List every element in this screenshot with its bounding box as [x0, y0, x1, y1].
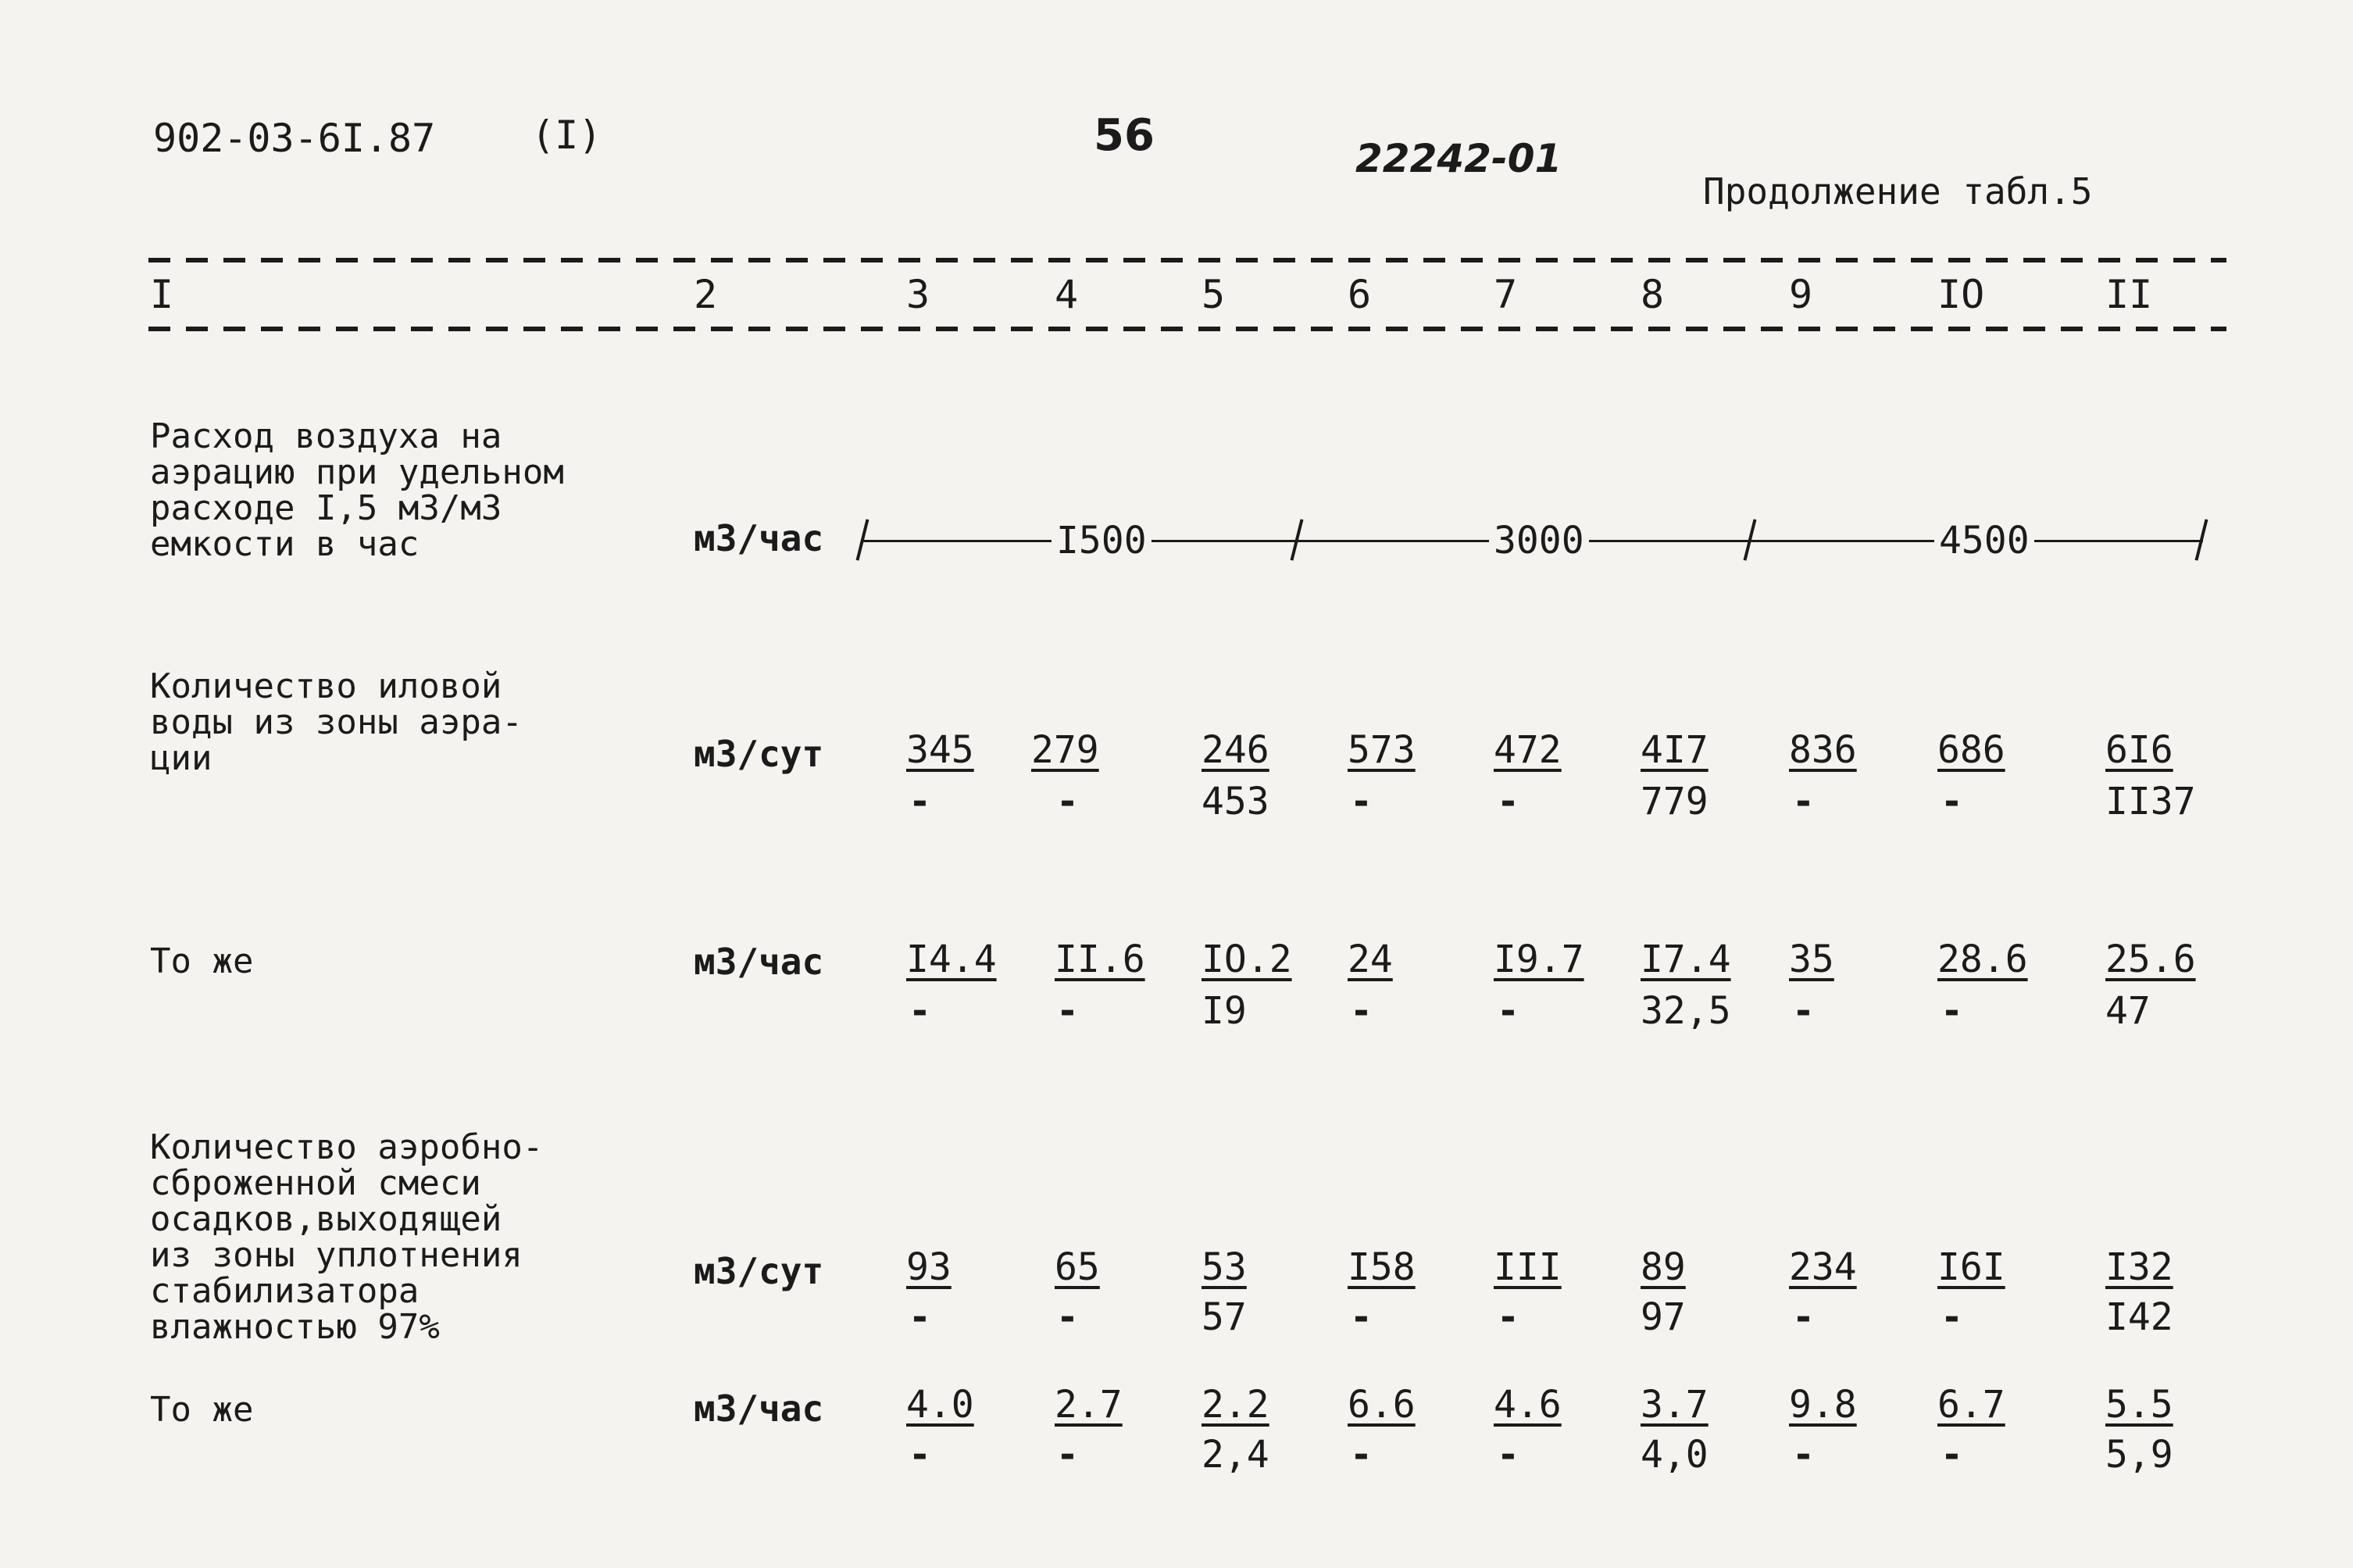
cell-bottom: - — [1941, 1433, 1963, 1477]
cell-top: 345 — [906, 728, 974, 772]
cell-top: 93 — [906, 1245, 952, 1289]
row-label: Количество иловой воды из зоны аэра- ции — [150, 666, 523, 778]
col-header: 9 — [1789, 272, 1813, 317]
cell-bottom: I9 — [1201, 989, 1247, 1033]
cell-top: 472 — [1494, 728, 1562, 772]
cell-top: I32 — [2105, 1245, 2173, 1289]
cell-bottom: 47 — [2105, 989, 2151, 1033]
header-bottom-rule — [148, 327, 2226, 331]
cell-top: 4I7 — [1641, 728, 1709, 772]
cell-bottom: - — [909, 1433, 931, 1477]
cell-top: 279 — [1031, 728, 1099, 772]
cell-bottom: 2,4 — [1201, 1433, 1269, 1477]
row-unit: м3/сут — [694, 733, 824, 775]
cell-top: 65 — [1055, 1245, 1100, 1289]
cell-bottom: - — [1941, 1295, 1963, 1339]
cell-bottom: 57 — [1201, 1295, 1247, 1339]
col-header: 2 — [694, 272, 718, 317]
cell-top: I9.7 — [1494, 938, 1584, 981]
col-header: 5 — [1201, 272, 1226, 317]
row-unit: м3/час — [694, 1388, 824, 1430]
cell-bottom: - — [909, 989, 931, 1033]
cell-top: 2.2 — [1201, 1383, 1269, 1427]
cell-bottom: - — [1497, 1433, 1519, 1477]
cell-top: 9.8 — [1789, 1383, 1857, 1427]
row-unit: м3/час — [694, 941, 824, 983]
cell-bottom: - — [1350, 1433, 1373, 1477]
page-number: 56 — [1094, 110, 1155, 161]
cell-top: I58 — [1348, 1245, 1416, 1289]
cell-bottom: - — [1792, 1433, 1815, 1477]
cell-top: 25.6 — [2105, 938, 2196, 981]
cell-top: 5.5 — [2105, 1383, 2173, 1427]
cell-top: 6I6 — [2105, 728, 2173, 772]
cell-top: 4.6 — [1494, 1383, 1562, 1427]
cell-top: 24 — [1348, 938, 1393, 981]
cell-top: 28.6 — [1937, 938, 2028, 981]
cell-bottom: II37 — [2105, 780, 2196, 823]
cell-top: 234 — [1789, 1245, 1857, 1289]
cell-bottom: - — [1350, 780, 1373, 823]
cell-bottom: - — [909, 780, 931, 823]
cell-top: II.6 — [1055, 938, 1145, 981]
col-header: 3 — [906, 272, 930, 317]
cell-bottom: - — [1941, 780, 1963, 823]
cell-top: 686 — [1937, 728, 2005, 772]
col-header: 4 — [1055, 272, 1079, 317]
cell-top: 246 — [1201, 728, 1269, 772]
cell-top: 2.7 — [1055, 1383, 1123, 1427]
cell-bottom: - — [1056, 1433, 1079, 1477]
cell-bottom: 32,5 — [1641, 989, 1731, 1033]
col-header: IO — [1937, 272, 1985, 317]
row-label: То же — [150, 941, 254, 981]
cell-top: 6.6 — [1348, 1383, 1416, 1427]
continuation-label: Продолжение табл.5 — [1703, 170, 2093, 213]
col-header: 6 — [1348, 272, 1372, 317]
row-unit: м3/час — [694, 517, 824, 559]
cell-bottom: - — [1056, 1295, 1079, 1339]
col-header: 7 — [1494, 272, 1518, 317]
doc-code: 902-03-6I.87 — [153, 116, 436, 161]
cell-bottom: - — [1792, 780, 1815, 823]
cell-bottom: - — [1056, 780, 1079, 823]
cell-bottom: 779 — [1641, 780, 1709, 823]
col-header: 8 — [1641, 272, 1665, 317]
cell-top: 4.0 — [906, 1383, 974, 1427]
cell-bottom: - — [1350, 989, 1373, 1033]
cell-top: 836 — [1789, 728, 1857, 772]
cell-top: 6.7 — [1937, 1383, 2005, 1427]
cell-top: I6I — [1937, 1245, 2005, 1289]
cell-bottom: - — [1350, 1295, 1373, 1339]
cell-top: I4.4 — [906, 938, 997, 981]
cell-bottom: - — [909, 1295, 931, 1339]
cell-top: 35 — [1789, 938, 1834, 981]
row-label: Количество аэробно- сброженной смеси осадков,выходящей из зоны уплотнения стабилизатора влажностью 97% — [150, 1127, 544, 1347]
row-unit: м3/сут — [694, 1250, 824, 1292]
cell-top: III — [1494, 1245, 1562, 1289]
span-value: I500 — [1052, 522, 1152, 559]
cell-bottom: 4,0 — [1641, 1433, 1709, 1477]
row-label: То же — [150, 1390, 254, 1430]
cell-bottom: - — [1792, 989, 1815, 1033]
cell-top: I7.4 — [1641, 938, 1731, 981]
cell-top: IO.2 — [1201, 938, 1292, 981]
part-number: (I) — [531, 113, 602, 158]
cell-bottom: 5,9 — [2105, 1433, 2173, 1477]
cell-top: 3.7 — [1641, 1383, 1709, 1427]
span-value: 4500 — [1934, 522, 2034, 559]
cell-bottom: I42 — [2105, 1295, 2173, 1339]
cell-bottom: - — [1792, 1295, 1815, 1339]
cell-bottom: - — [1497, 1295, 1519, 1339]
span-value: 3000 — [1489, 522, 1589, 559]
cell-top: 53 — [1201, 1245, 1247, 1289]
col-header: I — [150, 272, 174, 317]
stamp-number: 22242-01 — [1355, 136, 1562, 181]
cell-bottom: 97 — [1641, 1295, 1686, 1339]
cell-bottom: - — [1056, 989, 1079, 1033]
cell-bottom: - — [1941, 989, 1963, 1033]
cell-bottom: - — [1497, 780, 1519, 823]
col-header: II — [2105, 272, 2153, 317]
cell-bottom: - — [1497, 989, 1519, 1033]
cell-top: 573 — [1348, 728, 1416, 772]
cell-bottom: 453 — [1201, 780, 1269, 823]
row-label: Расход воздуха на аэрацию при удельном расходе I,5 м3/м3 емкости в час — [150, 416, 564, 564]
cell-top: 89 — [1641, 1245, 1686, 1289]
header-top-rule — [148, 258, 2226, 263]
